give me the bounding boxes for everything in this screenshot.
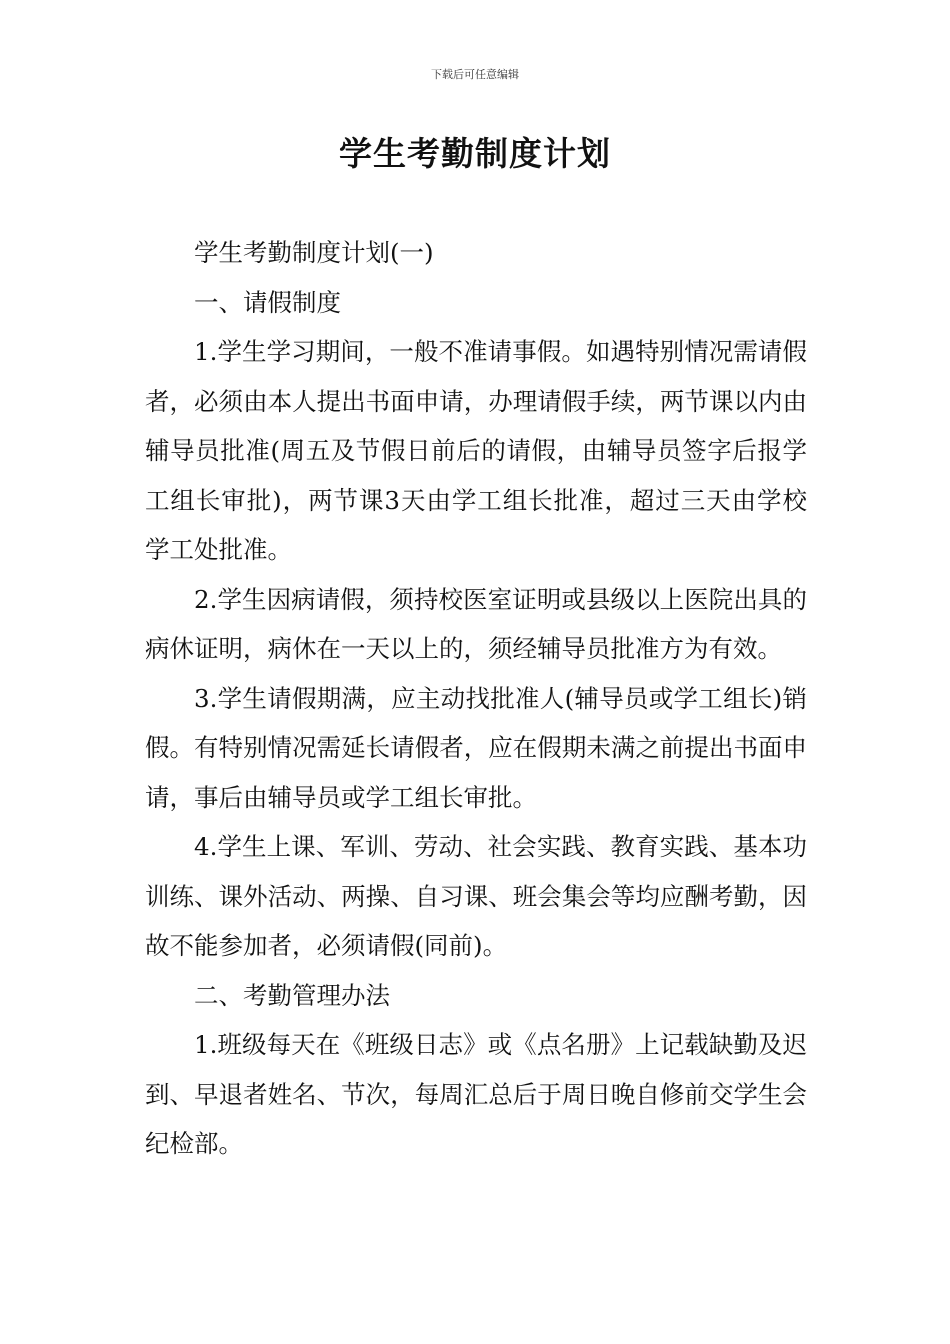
paragraph: 2.学生因病请假，须持校医室证明或县级以上医院出具的病休证明，病休在一天以上的，须经辅导员批准方为有效。 [145,584,807,663]
paragraph-subtitle: 学生考勤制度计划(一) [194,238,434,267]
paragraph: 1.学生学习期间，一般不准请事假。如遇特别情况需请假者，必须由本人提出书面申请，办理请假手续，两节课以内由辅导员批准(周五及节假日前后的请假，由辅导员签字后报学工组长审批)，两节课3天由学工组长批准，超过三天由学校学工处批准。 [145,337,807,564]
document-body [145,228,807,1169]
paragraph-section-heading: 一、请假制度 [194,287,341,317]
paragraph-section-heading: 二、考勤管理办法 [194,980,390,1010]
paragraph: 1.班级每天在《班级日志》或《点名册》上记载缺勤及迟到、早退者姓名、节次，每周汇总后于周日晚自修前交学生会纪检部。 [145,1030,807,1158]
document-title: 学生考勤制度计划 [339,134,611,173]
paragraph: 4.学生上课、军训、劳动、社会实践、教育实践、基本功训练、课外活动、两操、自习课、班会集会等均应酬考勤，因故不能参加者，必须请假(同前)。 [145,832,807,960]
header-note: 下载后可任意编辑 [431,68,519,81]
paragraph: 3.学生请假期满，应主动找批准人(辅导员或学工组长)销假。有特别情况需延长请假者，应在假期未满之前提出书面申请，事后由辅导员或学工组长审批。 [145,683,807,812]
